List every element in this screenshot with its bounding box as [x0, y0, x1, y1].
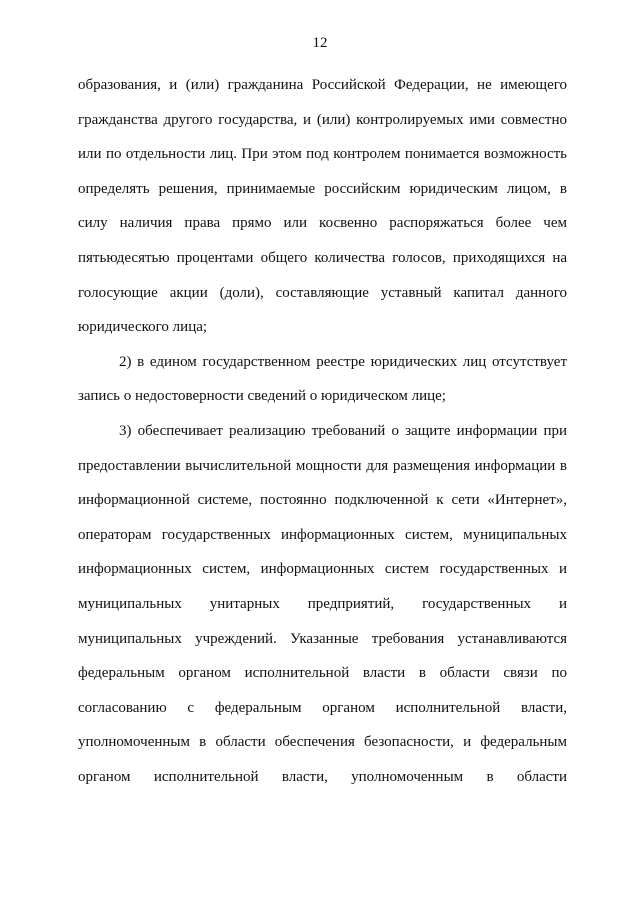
document-body	[78, 68, 567, 794]
text-line: информационных систем, информационных систем государственных и	[78, 561, 567, 578]
text-line: информационной системе, постоянно подключенной к сети «Интернет»,	[78, 492, 567, 509]
text-line: юридического лица;	[78, 319, 208, 336]
text-line: согласованию с федеральным органом исполнительной власти,	[78, 699, 567, 716]
page-number: 12	[312, 35, 328, 51]
text-line: предоставлении вычислительной мощности для размещения информации в	[78, 457, 567, 474]
text-line: образования, и (или) гражданина Российской Федерации, не имеющего	[78, 77, 567, 93]
text-line: федеральным органом исполнительной власти в области связи по	[78, 665, 567, 682]
text-line: голосующие акции (доли), составляющие уставный капитал данного	[78, 284, 567, 301]
text-line: муниципальных унитарных предприятий, государственных и	[78, 595, 567, 612]
text-line: органом исполнительной власти, уполномоченным в области	[78, 768, 567, 785]
text-line: гражданства другого государства, и (или) контролируемых ими совместно	[78, 111, 567, 128]
text-line: муниципальных учреждений. Указанные требования устанавливаются	[78, 630, 567, 647]
text-line: силу наличия права прямо или косвенно распоряжаться более чем	[78, 215, 567, 232]
text-line: определять решения, принимаемые российским юридическим лицом, в	[78, 180, 567, 197]
text-line: или по отдельности лиц. При этом под контролем понимается возможность	[78, 146, 567, 163]
text-line: запись о недостоверности сведений о юридическом лице;	[78, 388, 446, 405]
paragraph-2-first-line: 2) в едином государственном реестре юридических лиц отсутствует	[119, 353, 567, 370]
text-line: пятьюдесятью процентами общего количества голосов, приходящихся на	[78, 249, 567, 266]
text-line: операторам государственных информационных систем, муниципальных	[78, 526, 567, 543]
text-line: уполномоченным в области обеспечения безопасности, и федеральным	[78, 734, 567, 751]
paragraph-3-first-line: 3) обеспечивает реализацию требований о защите информации при	[119, 422, 567, 439]
